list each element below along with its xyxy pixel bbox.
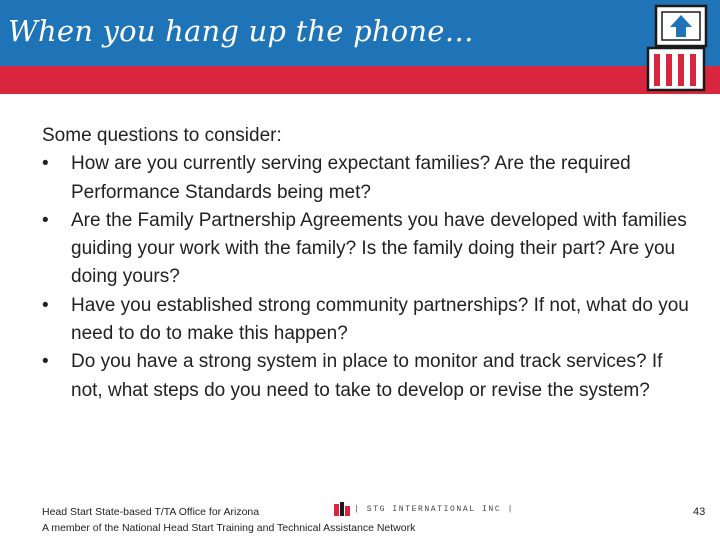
list-item — [42, 292, 692, 349]
partner-logo — [334, 502, 514, 516]
question-text: Do you have a strong system in place to monitor and track services? If not, what steps do you need to take to develop or revise the system? — [71, 351, 663, 401]
slide-title: When you hang up the phone… — [8, 14, 474, 48]
bullet-icon: • — [42, 209, 49, 231]
list-item — [42, 348, 692, 405]
building-blocks-icon — [642, 2, 718, 94]
bullet-icon: • — [42, 351, 49, 373]
bullet-icon: • — [42, 294, 49, 316]
question-list — [42, 150, 692, 405]
footer-line-network: A member of the National Head Start Training and Technical Assistance Network — [42, 522, 416, 534]
partner-name: | STG INTERNATIONAL INC | — [354, 504, 515, 514]
question-text: How are you currently serving expectant families? Are the required Performance Standards being met? — [71, 153, 631, 203]
list-item — [42, 207, 692, 292]
intro-text: Some questions to consider: — [42, 125, 282, 146]
header-red-band — [0, 66, 720, 94]
question-text: Are the Family Partnership Agreements you have developed with families guiding your work with the family? Is the family doing their part? Are you doing yours? — [71, 209, 687, 288]
footer-line-office: Head Start State-based T/TA Office for Arizona — [42, 506, 260, 518]
page-number: 43 — [693, 506, 706, 518]
slide-body — [42, 122, 692, 405]
list-item — [42, 150, 692, 207]
stg-logo-icon — [334, 502, 350, 516]
question-text: Have you established strong community partnerships? If not, what do you need to do to make this happen? — [71, 294, 689, 345]
bullet-icon: • — [42, 153, 49, 175]
